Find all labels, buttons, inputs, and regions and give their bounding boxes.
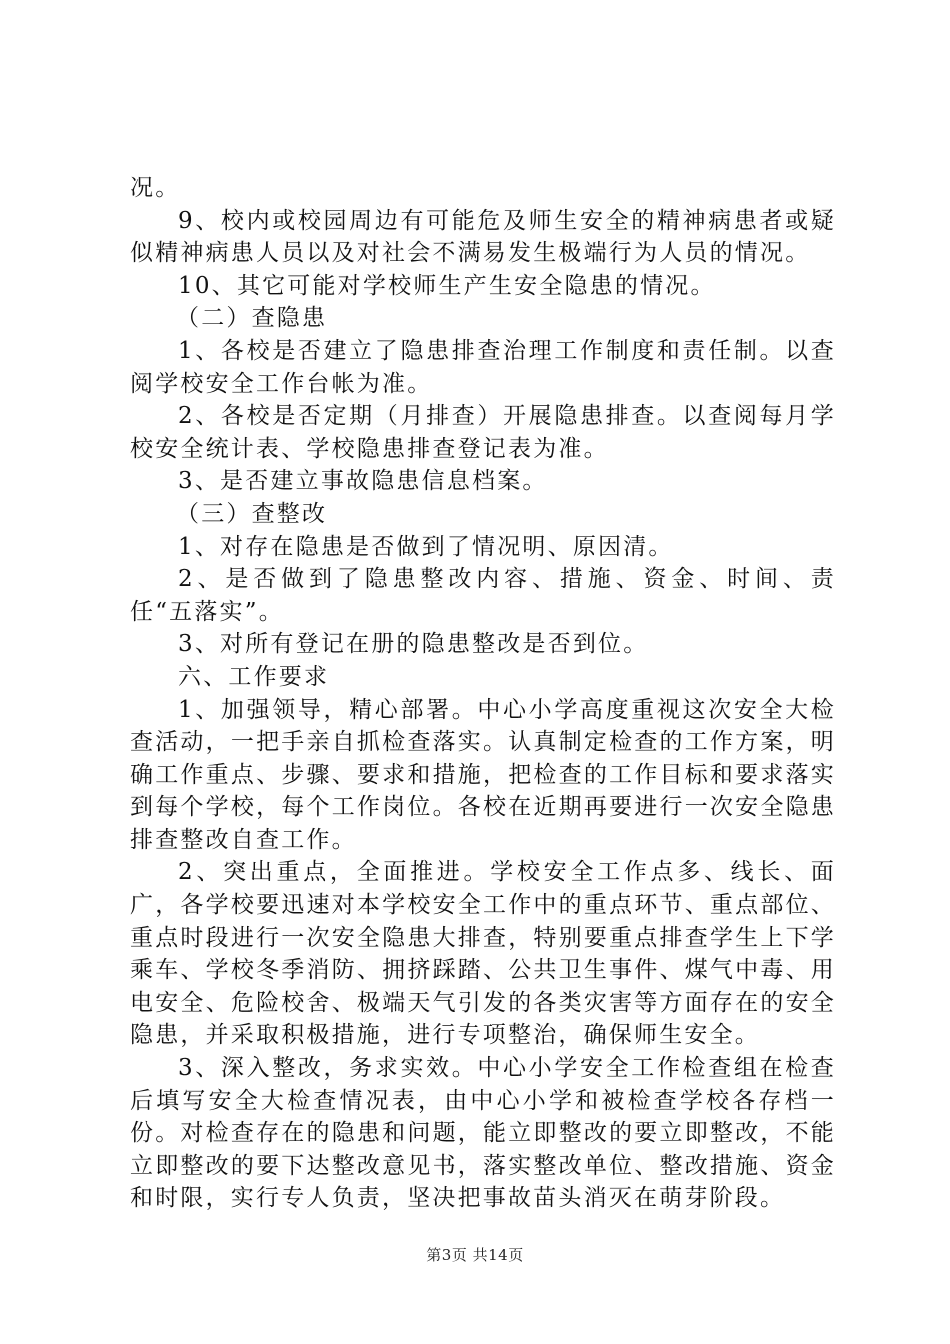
paragraph-hazard-1: 1、各校是否建立了隐患排查治理工作制度和责任制。以查阅学校安全工作台帐为准。 [130,337,836,397]
paragraph-rectification-1: 1、对存在隐患是否做到了情况明、原因清。 [178,533,674,560]
paragraph-continuation: 况。 [130,175,181,201]
paragraph-item-9: 9、校内或校园周边有可能危及师生安全的精神病患者或疑似精神病患人员以及对社会不满易发生极端行为人员的情况。 [130,207,836,267]
section-heading-work-requirements: 六、工作要求 [178,663,330,690]
section-heading-check-rectification: （三）查整改 [176,500,328,527]
paragraph-hazard-2: 2、各校是否定期（月排查）开展隐患排查。以查阅每月学校安全统计表、学校隐患排查登记表为准。 [130,403,836,462]
paragraph-requirement-2: 2、突出重点，全面推进。学校安全工作点多、线长、面广，各学校要迅速对本学校安全工作中的重点环节、重点部位、重点时段进行一次安全隐患大排查，特别要重点排查学生上下学乘车、学校冬季消防、拥挤踩踏、公共卫生事件、煤气中毒、用电安全、危险校舍、极端天气引发的各类灾害等方面存在的安全隐患，并采取积极措施，进行专项整治，确保师生安全。 [130,859,836,1049]
section-heading-check-hazards: （二）查隐患 [176,305,328,332]
document-body [130,172,836,1215]
paragraph-requirement-3: 3、深入整改，务求实效。中心小学安全工作检查组在检查后填写安全大检查情况表，由中心小学和被检查学校各存档一份。对检查存在的隐患和问题，能立即整改的要立即整改，不能立即整改的要下达整改意见书，落实整改单位、整改措施、资金和时限，实行专人负责，坚决把事故苗头消灭在萌芽阶段。 [130,1055,836,1212]
paragraph-rectification-2: 2、是否做到了隐患整改内容、措施、资金、时间、责任“五落实”。 [130,566,836,625]
paragraph-hazard-3: 3、是否建立事故隐患信息档案。 [178,468,548,495]
page-number-label: 第3页 共14页 [426,1246,524,1264]
paragraph-item-10: 10、其它可能对学校师生产生安全隐患的情况。 [178,272,716,299]
page-footer [0,1244,950,1265]
paragraph-rectification-3: 3、对所有登记在册的隐患整改是否到位。 [178,631,649,658]
paragraph-requirement-1: 1、加强领导，精心部署。中心小学高度重视这次安全大检查活动，一把手亲自抓检查落实。认真制定检查的工作方案，明确工作重点、步骤、要求和措施，把检查的工作目标和要求落实到每个学校，每个工作岗位。各校在近期再要进行一次安全隐患排查整改自查工作。 [130,696,836,853]
